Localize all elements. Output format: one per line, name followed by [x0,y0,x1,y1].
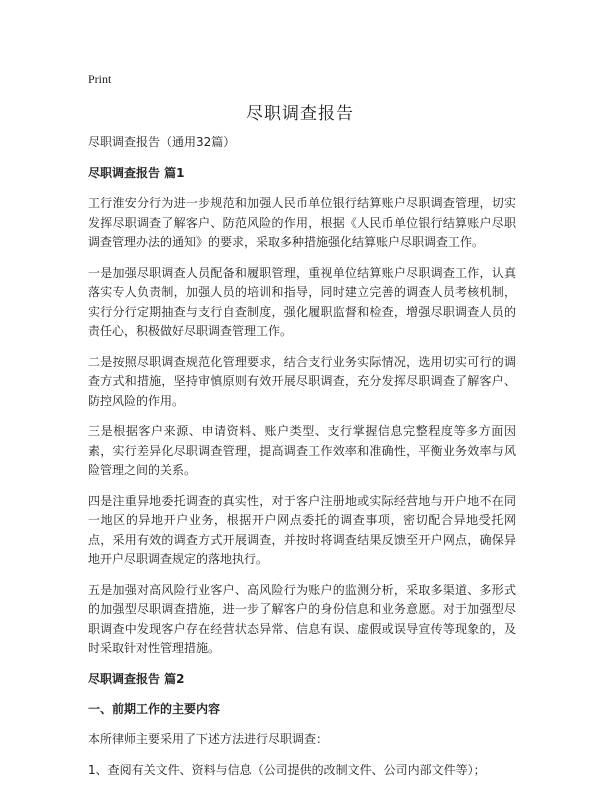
paragraph: 五是加强对高风险行业客户、高风险行为账户的监测分析，采取多渠道、多形式的加强型尽职调查措施，进一步了解客户的身份信息和业务意愿。对于加强型尽职调查中发现客户存在经营状态异常、信息有误、虚假或误导宣传等现象的，及时采取针对性管理措施。 [88,582,516,655]
section-heading-2: 尽职调查报告 篇2 [88,671,185,686]
document-body [88,133,516,792]
list-item: 1、查阅有关文件、资料与信息（公司提供的改制文件、公司内部文件等）； [88,762,486,777]
paragraph: 工行淮安分行为进一步规范和加强人民币单位银行结算账户尽职调查管理，切实发挥尽职调查了解客户、防范风险的作用，根据《人民币单位银行结算账户尽职调查管理办法的通知》的要求，采取多种措施强化结算账户尽职调查工作。 [88,196,516,249]
section-heading-1: 尽职调查报告 篇1 [88,166,185,180]
paragraph: 四是注重异地委托调查的真实性，对于客户注册地或实际经营地与开户地不在同一地区的异地开户业务，根据开户网点委托的调查事项，密切配合异地受托网点，采用有效的调查方式开展调查，并按时将调查结果反馈至开户网点，确保异地开户尽职调查规定的落地执行。 [88,493,516,566]
paragraph: 本所律师主要采用了下述方法进行尽职调查： [88,731,329,746]
print-link[interactable]: Print [88,72,112,86]
page-title: 尽职调查报告 [246,104,354,124]
paragraph: 一是加强尽职调查人员配备和履职管理，重视单位结算账户尽职调查工作，认真落实专人负责制，加强人员的培训和指导，同时建立完善的调查人员考核机制，实行分行定期抽查与支行自查制度，强化履职监督和检查，增强尽职调查人员的责任心，积极做好尽职调查管理工作。 [88,265,516,338]
document-subtitle: 尽职调查报告（通用32篇） [88,135,236,149]
paragraph: 三是根据客户来源、申请资料、账户类型、支行掌握信息完整程度等多方面因素，实行差异化尽职调查管理，提高调查工作效率和准确性，平衡业务效率与风险管理之间的关系。 [88,424,516,477]
section-subheading: 一、前期工作的主要内容 [88,701,221,716]
paragraph: 二是按照尽职调查规范化管理要求，结合支行业务实际情况，选用切实可行的调查方式和措施，坚持审慎原则有效开展尽职调查，充分发挥尽职调查了解客户、防控风险的作用。 [88,354,516,408]
